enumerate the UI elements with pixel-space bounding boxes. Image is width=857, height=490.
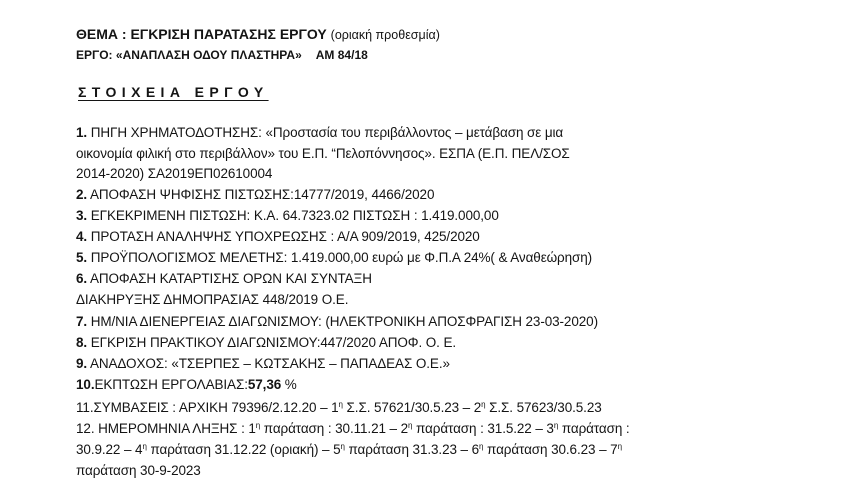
item-3-number: 3. [76, 208, 88, 223]
item-1-line-3: 2014-2020) ΣΑ2019ΕΠ02610004 [76, 166, 273, 181]
item-7-number: 7. [76, 314, 88, 329]
item-12-line-2 [76, 442, 622, 458]
item-12-l1-a: 12. ΗΜΕΡΟΜΗΝΙΑ ΛΗΞΗΣ : 1 [76, 421, 256, 436]
item-4-number: 4. [76, 229, 88, 244]
item-12-l1-b: παράταση : 30.11.21 – 2 [260, 421, 409, 436]
item-7 [76, 314, 598, 330]
item-12-l1-c: παράταση : 31.5.22 – 3 [412, 421, 554, 436]
item-11-sup-1: η [338, 400, 343, 409]
item-11-part-b: Σ.Σ. 57621/30.5.23 – 2 [342, 400, 482, 415]
item-12-sup: η [142, 442, 147, 451]
item-8-number: 8. [76, 335, 88, 350]
item-12-l2-a: 30.9.22 – 4 [76, 442, 143, 457]
item-12-line-1 [76, 421, 630, 437]
item-12-line-3: παράταση 30-9-2023 [76, 463, 201, 478]
item-11-sup-2: η [481, 400, 486, 409]
item-12-sup: η [340, 442, 345, 451]
item-6-text: ΑΠΟΦΑΣΗ ΚΑΤΑΡΤΙΣΗΣ ΟΡΩΝ ΚΑΙ ΣΥΝΤΑΞΗ [87, 271, 372, 286]
item-1-text: ΠΗΓΗ ΧΡΗΜΑΤΟΔΟΤΗΣΗΣ: «Προστασία του περιβάλλοντος – μετάβαση σε μια [87, 125, 564, 140]
item-1-number: 1. [76, 125, 88, 140]
item-3 [76, 208, 499, 224]
section-title: ΣΤΟΙΧΕΙΑ ΕΡΓΟΥ [78, 84, 269, 100]
item-5-text: ΠΡΟΫΠΟΛΟΓΙΣΜΟΣ ΜΕΛΕΤΗΣ: 1.419.000,00 ευρώ με Φ.Π.Α 24%( & Αναθεώρηση) [87, 250, 593, 265]
item-6-line-2: ΔΙΑΚΗΡΥΞΗΣ ΔΗΜΟΠΡΑΣΙΑΣ 448/2019 Ο.Ε. [76, 292, 349, 307]
item-6-number: 6. [76, 271, 88, 286]
project-name: «ΑΝΑΠΛΑΣΗ ΟΔΟΥ ΠΛΑΣΤΗΡΑ» [115, 48, 302, 62]
item-2-text: ΑΠΟΦΑΣΗ ΨΗΦΙΣΗΣ ΠΙΣΤΩΣΗΣ:14777/2019, 4466/2020 [87, 187, 435, 202]
item-5-number: 5. [76, 250, 88, 265]
item-2 [76, 187, 434, 203]
item-9-number: 9. [76, 356, 88, 371]
item-12-sup: η [408, 421, 413, 430]
item-12-l2-b: παράταση 31.12.22 (οριακή) – 5 [146, 442, 341, 457]
item-9 [76, 356, 450, 372]
item-8-text: ΕΓΚΡΙΣΗ ΠΡΑΚΤΙΚΟΥ ΔΙΑΓΩΝΙΣΜΟΥ:447/2020 ΑΠΟΦ. Ο. Ε. [87, 335, 457, 350]
item-9-text: ΑΝΑΔΟΧΟΣ: «ΤΣΕΡΠΕΣ – ΚΩΤΣΑΚΗΣ – ΠΑΠΑΔΕΑΣ Ο.Ε.» [87, 356, 450, 371]
item-11-part-a: 11.ΣΥΜΒΑΣΕΙΣ : ΑΡΧΙΚΗ 79396/2.12.20 – 1 [76, 400, 339, 415]
item-7-text: ΗΜ/ΝΙΑ ΔΙΕΝΕΡΓΕΙΑΣ ΔΙΑΓΩΝΙΣΜΟΥ: (ΗΛΕΚΤΡΟΝΙΚΗ ΑΠΟΣΦΡΑΓΙΣΗ 23-03-2020) [87, 314, 598, 329]
item-10-value: 57,36 [247, 377, 282, 392]
item-2-number: 2. [76, 187, 88, 202]
item-11 [76, 400, 602, 416]
item-10 [76, 377, 297, 393]
item-12-sup: η [479, 442, 484, 451]
item-12-sup: η [553, 421, 559, 430]
item-8 [76, 335, 456, 351]
item-10-label: ΕΚΠΤΩΣΗ ΕΡΓΟΛΑΒΙΑΣ: [94, 377, 248, 392]
item-3-text: ΕΓΚΕΚΡΙΜΕΝΗ ΠΙΣΤΩΣΗ: Κ.Α. 64.7323.02 ΠΙΣΤΩΣΗ : 1.419.000,00 [87, 208, 499, 223]
item-4-text: ΠΡΟΤΑΣΗ ΑΝΑΛΗΨΗΣ ΥΠΟΧΡΕΩΣΗΣ : Α/Α 909/2019, 425/2020 [87, 229, 480, 244]
item-1-line-1 [76, 125, 563, 141]
item-12-sup: η [617, 442, 622, 451]
item-10-unit: % [281, 377, 297, 392]
subject-title: ΘΕΜΑ : ΕΓΚΡΙΣΗ ΠΑΡΑΤΑΣΗΣ ΕΡΓΟΥ [76, 26, 327, 42]
item-11-part-c: Σ.Σ. 57623/30.5.23 [485, 400, 602, 415]
project-label: ΕΡΓΟ: [76, 48, 113, 62]
subject-note: (οριακή προθεσμία) [330, 28, 440, 42]
item-12-l2-d: παράταση 30.6.23 – 7 [483, 442, 618, 457]
item-5 [76, 250, 592, 266]
subject-line [76, 26, 440, 43]
project-am: ΑΜ 84/18 [315, 48, 368, 62]
item-12-l2-c: παράταση 31.3.23 – 6 [344, 442, 480, 457]
item-12-sup: η [255, 421, 261, 430]
project-line [76, 47, 368, 63]
item-12-l1-d: παράταση : [558, 421, 630, 436]
item-10-number: 10. [76, 377, 95, 392]
item-4 [76, 229, 480, 245]
item-1-line-2: οικονομία φιλική στο περιβάλλον» του Ε.Π. “Πελοπόννησος». ΕΣΠΑ (Ε.Π. ΠΕΛ/ΣΟΣ [76, 146, 570, 161]
item-6-line-1 [76, 271, 372, 287]
